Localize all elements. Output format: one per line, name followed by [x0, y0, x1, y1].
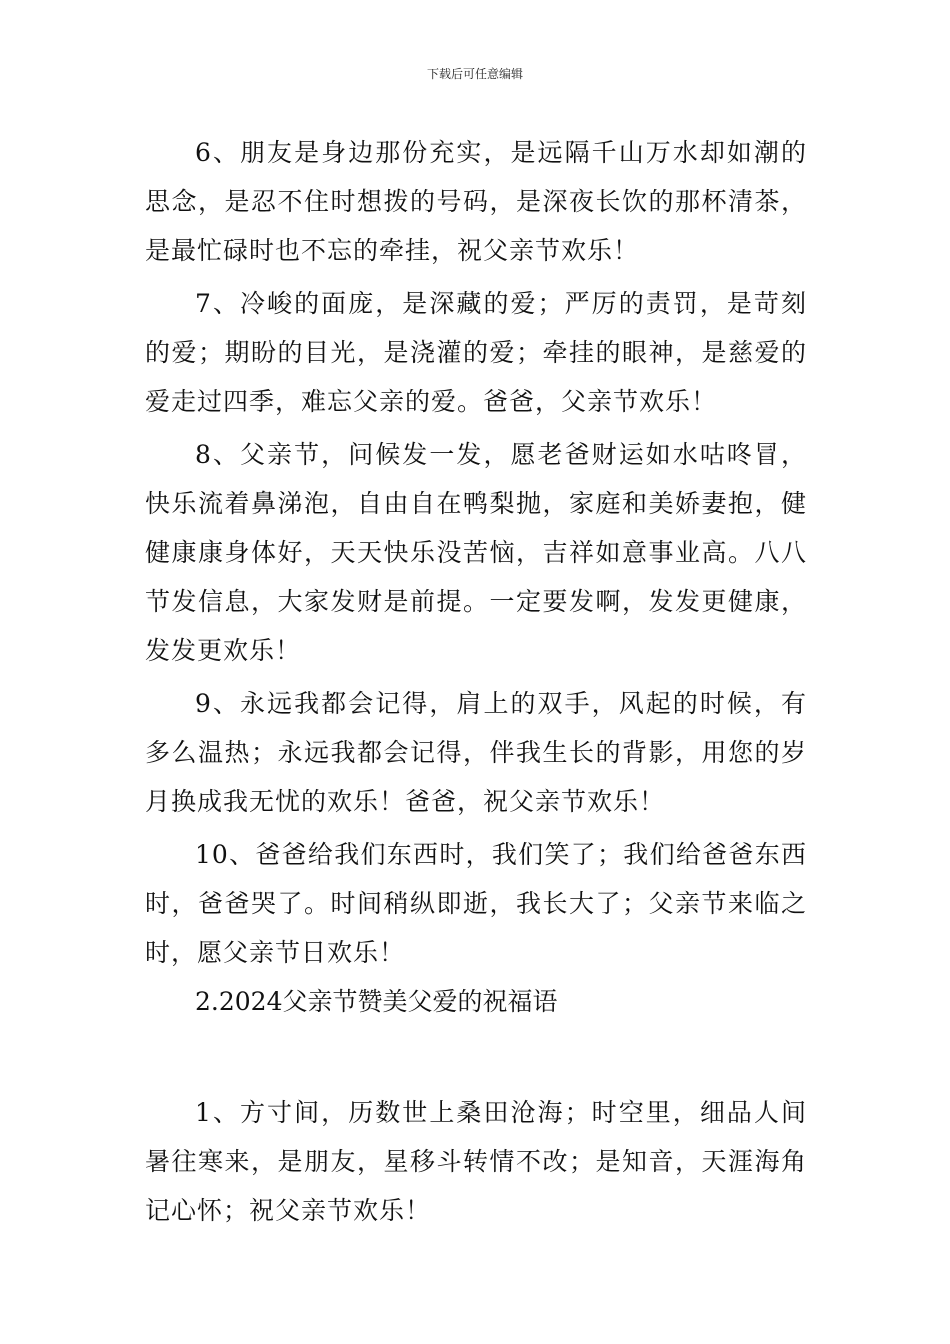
- paragraph-9: 9、永远我都会记得，肩上的双手，风起的时候，有多么温热；永远我都会记得，伴我生长的背影，用您的岁月换成我无忧的欢乐！爸爸，祝父亲节欢乐！: [145, 689, 807, 816]
- paragraph-8: 8、父亲节，问候发一发，愿老爸财运如水咕咚冒，快乐流着鼻涕泡，自由自在鸭梨抛，家庭和美娇妻抱，健健康康身体好，天天快乐没苦恼，吉祥如意事业高。八八节发信息，大家发财是前提。一定要发啊，发发更健康，发发更欢乐！: [145, 440, 807, 665]
- paragraph-7: 7、冷峻的面庞，是深藏的爱；严厉的责罚，是苛刻的爱；期盼的目光，是浇灌的爱；牵挂的眼神，是慈爱的爱走过四季，难忘父亲的爱。爸爸，父亲节欢乐！: [145, 289, 807, 416]
- paragraph-s1: 1、方寸间，历数世上桑田沧海；时空里，细品人间暑往寒来，是朋友，星移斗转情不改；是知音，天涯海角记心怀；祝父亲节欢乐！: [145, 1098, 807, 1225]
- document-body: [145, 128, 807, 1235]
- paragraph-6: 6、朋友是身边那份充实，是远隔千山万水却如潮的思念，是忍不住时想拨的号码，是深夜长饮的那杯清茶，是最忙碌时也不忘的牵挂，祝父亲节欢乐！: [145, 138, 807, 265]
- paragraph-10: 10、爸爸给我们东西时，我们笑了；我们给爸爸东西时，爸爸哭了。时间稍纵即逝，我长大了；父亲节来临之时，愿父亲节日欢乐！: [145, 840, 807, 967]
- page-header: 下载后可任意编辑: [426, 67, 523, 81]
- section-title: 2.2024父亲节赞美父爱的祝福语: [195, 987, 558, 1016]
- section-spacer: [145, 1026, 807, 1088]
